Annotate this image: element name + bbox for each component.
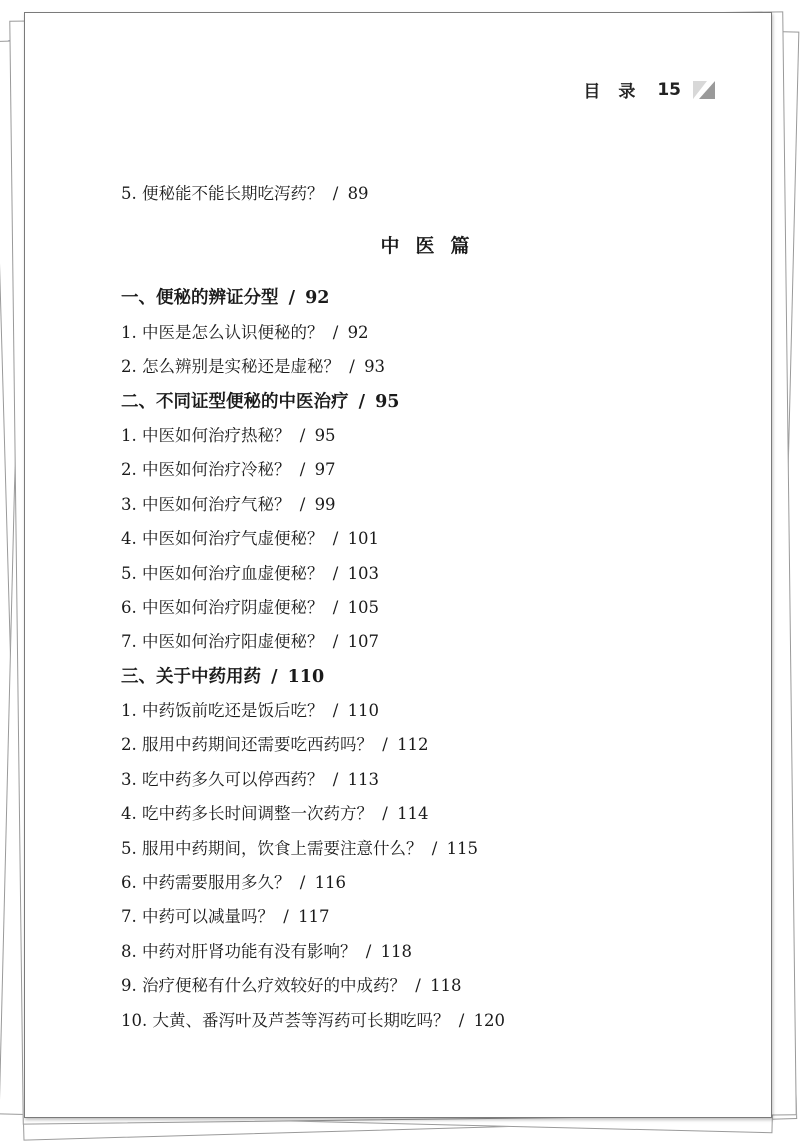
entry-page: 92 — [305, 288, 330, 309]
entry-separator: / — [349, 357, 355, 377]
toc-item[interactable] — [121, 694, 741, 728]
entry-title: 3. 吃中药多久可以停西药？ — [121, 769, 324, 789]
entry-page: 95 — [375, 391, 400, 412]
entry-separator: / — [382, 804, 388, 824]
entry-separator: / — [299, 460, 306, 480]
toc-item[interactable] — [121, 350, 741, 384]
corner-mark-icon — [693, 81, 715, 99]
entry-separator: / — [332, 701, 339, 721]
toc-item[interactable] — [121, 488, 741, 522]
entry-page: 105 — [347, 597, 380, 617]
toc-item[interactable] — [121, 969, 741, 1003]
entry-title: 2. 服用中药期间还需要吃西药吗？ — [121, 735, 373, 755]
entry-separator: / — [332, 632, 339, 652]
entry-page: 99 — [314, 494, 336, 514]
table-of-contents — [121, 177, 741, 1038]
entry-separator: / — [332, 769, 339, 789]
entry-separator: / — [283, 907, 289, 927]
entry-title: 6. 中医如何治疗阴虚便秘？ — [121, 597, 324, 617]
entry-separator: / — [431, 838, 438, 858]
toc-page — [24, 12, 772, 1118]
entry-page: 116 — [314, 873, 347, 893]
toc-item[interactable] — [121, 935, 741, 969]
entry-page: 103 — [347, 563, 380, 583]
entry-page: 115 — [446, 838, 479, 858]
entry-title: 5. 服用中药期间，饮食上需要注意什么？ — [121, 838, 423, 858]
toc-item[interactable] — [121, 763, 741, 797]
entry-separator: / — [299, 425, 306, 445]
toc-item[interactable] — [121, 866, 741, 900]
entry-page: 101 — [347, 529, 380, 549]
entry-title: 7. 中药可以减量吗？ — [121, 907, 274, 927]
entry-title: 6. 中药需要服用多久？ — [121, 873, 291, 893]
toc-item[interactable] — [121, 316, 741, 350]
entry-page: 110 — [287, 666, 325, 687]
entry-title: 一、便秘的辨证分型 — [121, 288, 279, 309]
entry-page: 92 — [347, 322, 369, 342]
toc-item[interactable] — [121, 557, 741, 591]
entry-title: 1. 中医是怎么认识便秘的？ — [121, 322, 324, 342]
toc-item[interactable] — [121, 522, 741, 556]
entry-page: 89 — [347, 184, 369, 203]
entry-separator: / — [271, 666, 278, 687]
entry-separator: / — [299, 494, 306, 514]
entry-page: 114 — [397, 804, 429, 824]
entry-title: 10. 大黄、番泻叶及芦荟等泻药可长期吃吗？ — [121, 1010, 450, 1030]
entry-page: 113 — [347, 769, 380, 789]
page-header — [583, 77, 715, 102]
section-title: 中医篇 — [380, 235, 486, 258]
entry-separator: / — [382, 735, 388, 755]
entry-title: 9. 治疗便秘有什么疗效较好的中成药？ — [121, 976, 406, 996]
entry-page: 118 — [380, 941, 413, 961]
toc-item[interactable] — [121, 625, 741, 659]
entry-page: 112 — [397, 735, 429, 755]
toc-heading[interactable] — [121, 385, 741, 419]
toc-item[interactable] — [121, 591, 741, 625]
entry-separator: / — [458, 1010, 465, 1030]
entry-title: 4. 吃中药多长时间调整一次药方？ — [121, 804, 373, 824]
entry-separator: / — [332, 563, 339, 583]
toc-heading[interactable] — [121, 660, 741, 694]
entry-separator: / — [288, 288, 295, 309]
entry-separator: / — [332, 184, 339, 203]
header-title: 目录 — [583, 82, 654, 102]
entry-title: 二、不同证型便秘的中医治疗 — [121, 391, 349, 412]
entry-title: 1. 中药饭前吃还是饭后吃？ — [121, 701, 324, 721]
page-number: 15 — [657, 79, 681, 100]
entry-separator: / — [332, 597, 339, 617]
entry-title: 5. 中医如何治疗血虚便秘？ — [121, 563, 324, 583]
entry-title: 1. 中医如何治疗热秘？ — [121, 425, 291, 445]
entry-page: 93 — [364, 357, 386, 377]
entry-separator: / — [299, 873, 306, 893]
entry-separator: / — [358, 391, 365, 412]
toc-item[interactable] — [121, 1004, 741, 1038]
entry-page: 118 — [430, 976, 462, 996]
entry-title: 8. 中药对肝肾功能有没有影响？ — [121, 941, 357, 961]
entry-separator: / — [365, 941, 372, 961]
entry-page: 110 — [347, 701, 380, 721]
entry-title: 3. 中医如何治疗气秘？ — [121, 494, 291, 514]
entry-title: 7. 中医如何治疗阳虚便秘？ — [121, 632, 324, 652]
toc-item[interactable] — [121, 419, 741, 453]
toc-item[interactable] — [121, 177, 741, 211]
entry-title: 5. 便秘能不能长期吃泻药？ — [121, 184, 324, 203]
toc-heading[interactable] — [121, 281, 741, 315]
toc-item[interactable] — [121, 453, 741, 487]
toc-item[interactable] — [121, 797, 741, 831]
entry-page: 97 — [314, 460, 336, 480]
entry-page: 95 — [314, 425, 336, 445]
entry-separator: / — [332, 322, 339, 342]
toc-item[interactable] — [121, 900, 741, 934]
entry-separator: / — [415, 976, 421, 996]
entry-page: 120 — [473, 1010, 506, 1030]
entry-page: 107 — [347, 632, 380, 652]
toc-item[interactable] — [121, 728, 741, 762]
entry-title: 2. 怎么辨别是实秘还是虚秘？ — [121, 357, 340, 377]
entry-title: 三、关于中药用药 — [121, 666, 261, 687]
entry-page: 117 — [298, 907, 330, 927]
toc-item[interactable] — [121, 832, 741, 866]
entry-title: 2. 中医如何治疗冷秘？ — [121, 460, 291, 480]
entry-title: 4. 中医如何治疗气虚便秘？ — [121, 529, 324, 549]
entry-separator: / — [332, 529, 339, 549]
